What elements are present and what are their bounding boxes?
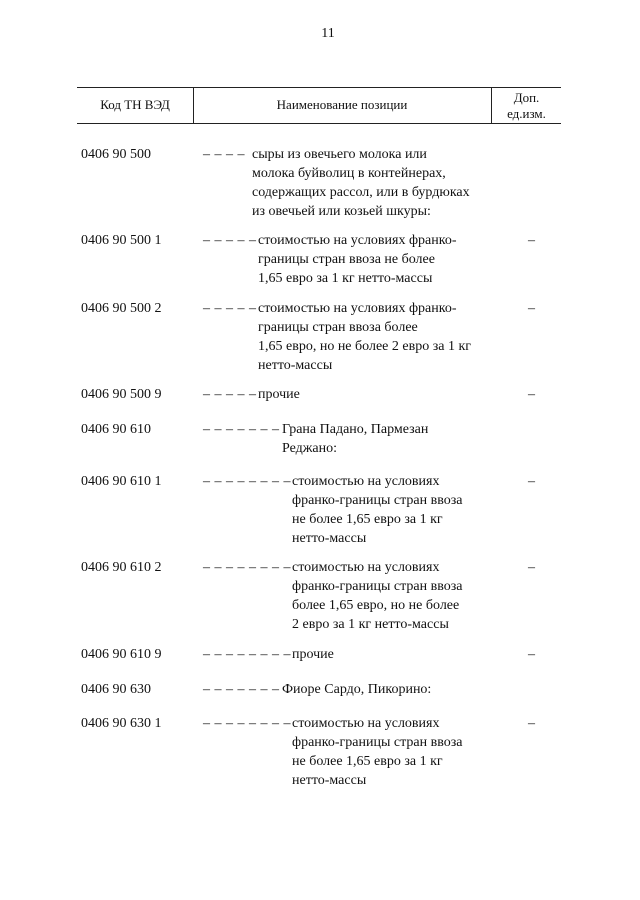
row-description: [292, 714, 462, 790]
row-description-line: франко-границы стран ввоза: [292, 735, 463, 750]
row-description: [258, 385, 300, 404]
row-code: 0406 90 610 9: [81, 647, 162, 662]
row-code: 0406 90 630 1: [81, 716, 162, 731]
table-header-bottom-rule: [77, 123, 561, 124]
row-code: 0406 90 500 2: [81, 301, 162, 316]
row-description-line: стоимостью на условиях: [292, 474, 440, 489]
row-level-dashes: – – – – –: [203, 301, 257, 316]
row-code: 0406 90 500: [81, 147, 151, 162]
row-level-dashes: – – – – –: [203, 233, 257, 248]
row-description-line: молока буйволиц в контейнерах,: [252, 166, 446, 181]
row-code: 0406 90 610: [81, 422, 151, 437]
row-code: 0406 90 500 9: [81, 387, 162, 402]
row-description-line: содержащих рассол, или в бурдюках: [252, 185, 470, 200]
row-unit: –: [528, 233, 535, 248]
row-description-line: 2 евро за 1 кг нетто-массы: [292, 617, 449, 632]
row-description: [282, 680, 431, 699]
row-level-dashes: – – – – –: [203, 387, 257, 402]
row-unit: –: [528, 560, 535, 575]
row-level-dashes: – – – – – – – –: [203, 474, 291, 489]
row-description-line: Фиоре Сардо, Пикорино:: [282, 682, 432, 697]
row-description-line: франко-границы стран ввоза: [292, 579, 463, 594]
row-description-line: не более 1,65 евро за 1 кг: [292, 512, 443, 527]
row-description-line: нетто-массы: [292, 531, 367, 546]
row-description: [292, 472, 462, 548]
page-number: 11: [321, 26, 335, 41]
row-description: [282, 420, 428, 458]
row-level-dashes: – – – – – – –: [203, 422, 280, 437]
row-description-line: 1,65 евро за 1 кг нетто-массы: [258, 271, 433, 286]
row-code: 0406 90 500 1: [81, 233, 162, 248]
row-description: [258, 299, 471, 375]
row-unit: –: [528, 301, 535, 316]
row-description-line: Реджано:: [282, 441, 338, 456]
row-description: [252, 145, 470, 221]
row-description-line: стоимостью на условиях: [292, 560, 440, 575]
column-header-unit: [492, 90, 561, 122]
row-level-dashes: – – – –: [203, 147, 245, 162]
row-description-line: 1,65 евро, но не более 2 евро за 1 кг: [258, 339, 471, 354]
row-code: 0406 90 610 1: [81, 474, 162, 489]
row-level-dashes: – – – – – – – –: [203, 647, 291, 662]
row-description-line: прочие: [292, 647, 334, 662]
row-description: [292, 558, 462, 634]
row-description-line: стоимостью на условиях: [292, 716, 440, 731]
row-description-line: нетто-массы: [258, 358, 333, 373]
column-header-unit-line: ед.изм.: [507, 106, 546, 121]
column-header-unit-line: Доп.: [513, 90, 540, 105]
row-unit: –: [528, 716, 535, 731]
row-description: [292, 645, 334, 664]
row-level-dashes: – – – – – – – –: [203, 716, 291, 731]
row-level-dashes: – – – – – – –: [203, 682, 280, 697]
row-description-line: более 1,65 евро, но не более: [292, 598, 460, 613]
row-description-line: прочие: [258, 387, 300, 402]
row-code: 0406 90 630: [81, 682, 151, 697]
row-description-line: стоимостью на условиях франко-: [258, 301, 457, 316]
row-description-line: стоимостью на условиях франко-: [258, 233, 457, 248]
row-unit: –: [528, 474, 535, 489]
row-description: [258, 231, 457, 288]
row-unit: –: [528, 387, 535, 402]
column-header-name: Наименование позиции: [276, 97, 408, 112]
column-header-code: Код ТН ВЭД: [100, 97, 170, 112]
row-description-line: границы стран ввоза более: [258, 320, 418, 335]
row-description-line: нетто-массы: [292, 773, 367, 788]
row-description-line: сыры из овечьего молока или: [252, 147, 427, 162]
table-header-top-rule: [77, 87, 561, 88]
row-description-line: Грана Падано, Пармезан: [282, 422, 429, 437]
row-unit: –: [528, 647, 535, 662]
row-level-dashes: – – – – – – – –: [203, 560, 291, 575]
row-description-line: границы стран ввоза не более: [258, 252, 435, 267]
row-description-line: не более 1,65 евро за 1 кг: [292, 754, 443, 769]
row-description-line: из овечьей или козьей шкуры:: [252, 204, 431, 219]
row-description-line: франко-границы стран ввоза: [292, 493, 463, 508]
row-code: 0406 90 610 2: [81, 560, 162, 575]
